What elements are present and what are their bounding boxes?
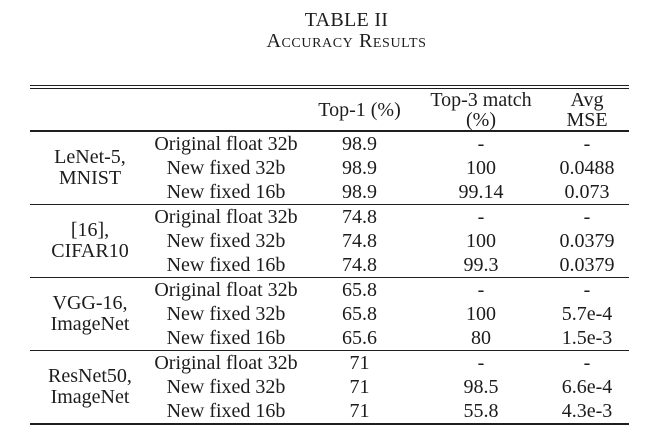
accuracy-results-table — [30, 85, 629, 425]
header-row — [30, 87, 629, 131]
mse-cell: 6.6e-4 — [561, 376, 613, 398]
mse-cell: 0.0379 — [559, 254, 615, 276]
mse-cell: - — [583, 352, 591, 374]
table-header — [30, 87, 629, 131]
header-top1 — [302, 87, 417, 131]
top1-cell: 65.8 — [342, 279, 377, 301]
top1-cell: 71 — [349, 400, 370, 422]
group-label-line1: [16], — [70, 219, 110, 241]
header-mse-label-line2: MSE — [566, 108, 608, 131]
table-row — [30, 278, 629, 303]
group-label-line2: ImageNet — [50, 313, 130, 335]
group-label-line1: ResNet50, — [48, 365, 132, 387]
top1-cell: 71 — [349, 352, 370, 374]
mse-cell: 1.5e-3 — [561, 327, 613, 349]
header-model-empty — [30, 87, 150, 131]
group-label-line2: CIFAR10 — [51, 240, 129, 262]
table-row — [30, 351, 629, 376]
group-label — [30, 278, 150, 351]
mse-cell: 5.7e-4 — [561, 303, 613, 325]
config-cell: New fixed 32b — [166, 230, 286, 252]
top1-cell: 65.6 — [342, 327, 377, 349]
group-vgg16-imagenet — [30, 278, 629, 351]
header-avg-mse — [545, 87, 629, 131]
header-top3-label-line1: Top-3 match — [430, 88, 532, 111]
config-cell: New fixed 32b — [166, 303, 286, 325]
group-label-line1: LeNet-5, — [54, 146, 126, 168]
header-top3 — [417, 87, 545, 131]
group-ref16-cifar10 — [30, 205, 629, 278]
top1-cell: 74.8 — [342, 254, 377, 276]
config-cell: New fixed 16b — [166, 181, 286, 203]
top1-cell: 98.9 — [342, 181, 377, 203]
group-label — [30, 205, 150, 278]
top1-cell: 71 — [349, 376, 370, 398]
top3-cell: 100 — [466, 230, 496, 252]
header-top3-label-line2: (%) — [466, 108, 496, 131]
config-cell: New fixed 16b — [166, 400, 286, 422]
group-resnet50-imagenet — [30, 351, 629, 425]
group-lenet5-mnist — [30, 131, 629, 205]
config-cell: Original float 32b — [154, 133, 298, 155]
top1-cell: 65.8 — [342, 303, 377, 325]
table-caption — [0, 0, 671, 52]
config-cell: Original float 32b — [154, 279, 298, 301]
top3-cell: 100 — [466, 157, 496, 179]
top3-cell: - — [477, 279, 485, 301]
top3-cell: 99.3 — [463, 254, 499, 276]
header-top1-label: Top-1 (%) — [318, 98, 401, 121]
top3-cell: - — [477, 206, 485, 228]
group-label — [30, 351, 150, 425]
top1-cell: 98.9 — [342, 133, 377, 155]
group-label-line2: ImageNet — [50, 386, 130, 408]
top3-cell: 98.5 — [463, 376, 499, 398]
top3-cell: 100 — [466, 303, 496, 325]
mse-cell: 0.0379 — [559, 230, 615, 252]
table-title: Accuracy Results — [266, 30, 427, 52]
header-mse-label-line1: Avg — [570, 88, 604, 111]
top1-cell: 98.9 — [342, 157, 377, 179]
table-number: TABLE II — [304, 9, 389, 31]
config-cell: New fixed 16b — [166, 327, 286, 349]
header-config-empty — [150, 87, 302, 131]
mse-cell: - — [583, 279, 591, 301]
top3-cell: 80 — [471, 327, 491, 349]
mse-cell: - — [583, 206, 591, 228]
table-row — [30, 205, 629, 230]
top3-cell: - — [477, 133, 485, 155]
config-cell: Original float 32b — [154, 352, 298, 374]
top3-cell: - — [477, 352, 485, 374]
top1-cell: 74.8 — [342, 230, 377, 252]
group-label-line1: VGG-16, — [52, 292, 128, 314]
mse-cell: 0.073 — [564, 181, 610, 203]
group-label — [30, 131, 150, 205]
config-cell: Original float 32b — [154, 206, 298, 228]
config-cell: New fixed 32b — [166, 157, 286, 179]
top3-cell: 55.8 — [463, 400, 499, 422]
mse-cell: 4.3e-3 — [561, 400, 613, 422]
mse-cell: - — [583, 133, 591, 155]
mse-cell: 0.0488 — [559, 157, 615, 179]
group-label-line2: MNIST — [58, 167, 122, 189]
config-cell: New fixed 16b — [166, 254, 286, 276]
table-row — [30, 131, 629, 156]
config-cell: New fixed 32b — [166, 376, 286, 398]
top3-cell: 99.14 — [458, 181, 504, 203]
top1-cell: 74.8 — [342, 206, 377, 228]
